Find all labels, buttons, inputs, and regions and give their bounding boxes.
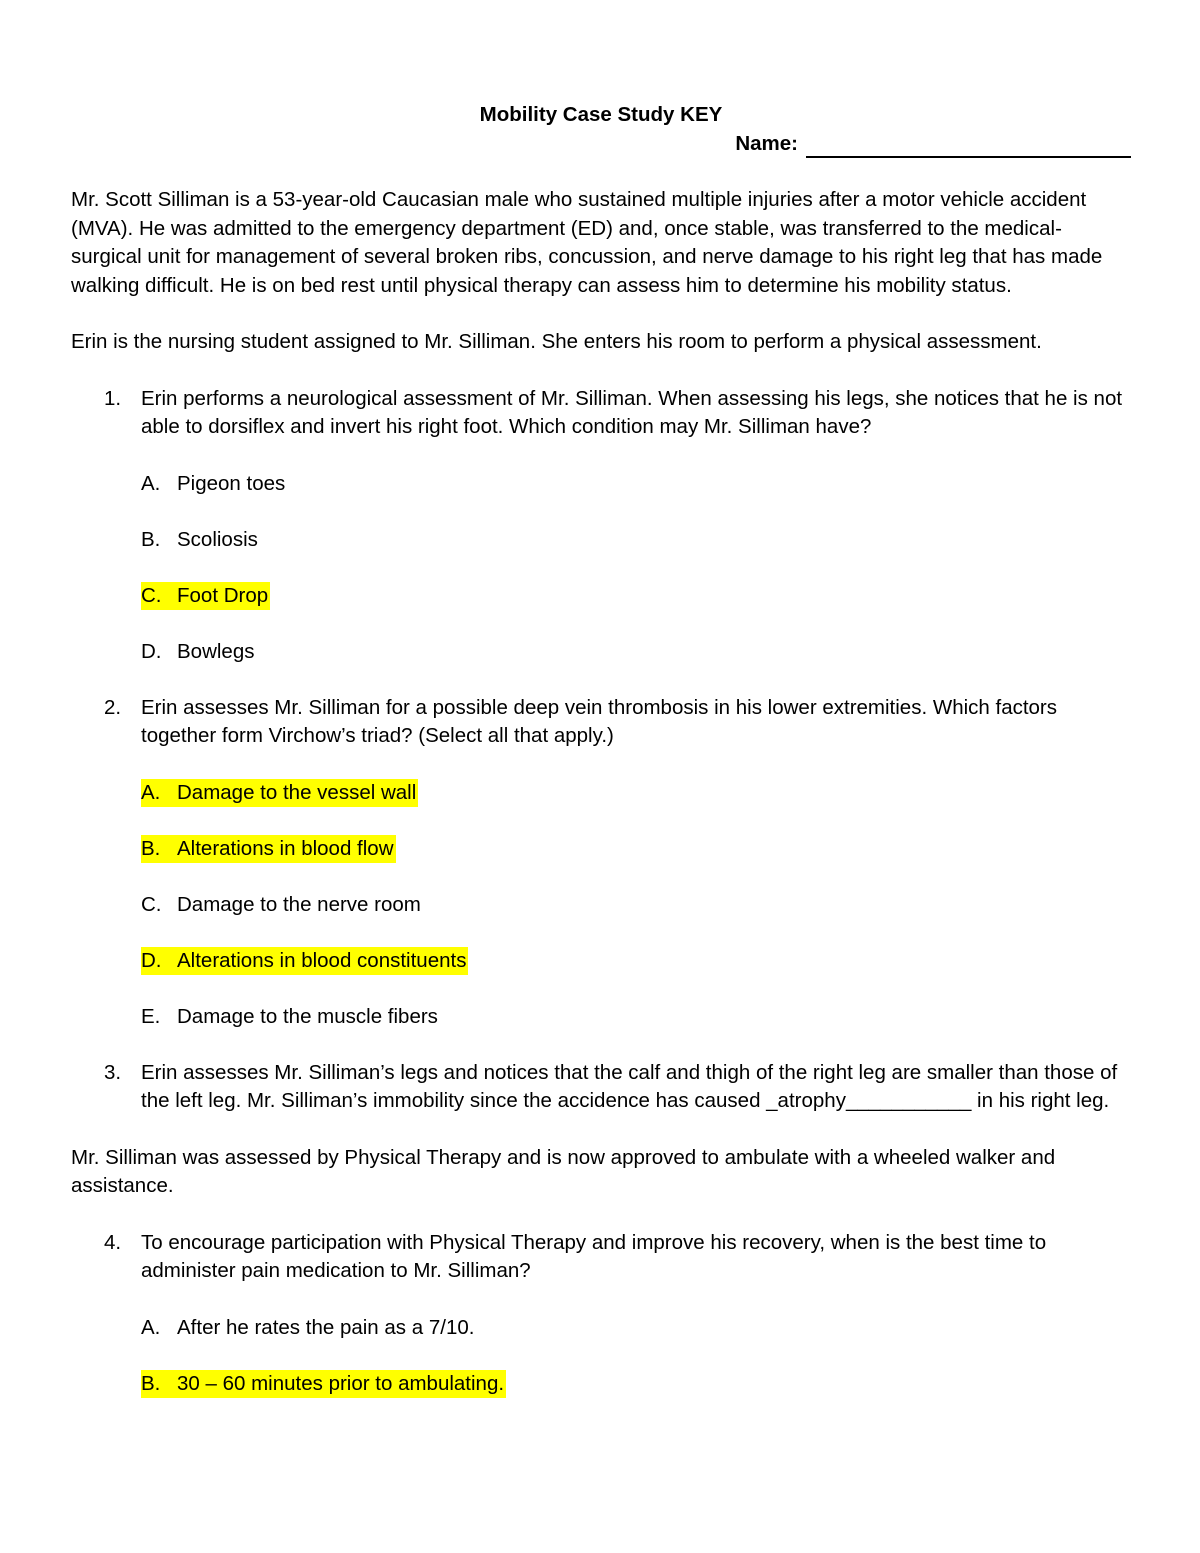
- question-4: [71, 1229, 1131, 1286]
- question-2: [71, 694, 1131, 751]
- question-number: 3.: [104, 1060, 122, 1084]
- question-text: Erin assesses Mr. Silliman for a possible deep vein thrombosis in his lower extremities. Which factors together form Virchow’s triad? (Select all that apply.): [141, 695, 1058, 747]
- option-text: Damage to the nerve room: [177, 892, 421, 916]
- name-blank-line: [806, 134, 1131, 158]
- question-text: To encourage participation with Physical Therapy and improve his recovery, when is the best time to administer pain medication to Mr. Silliman?: [141, 1230, 1047, 1282]
- option-letter: D.: [141, 948, 162, 972]
- question-4-option-b-answer: [71, 1370, 1131, 1398]
- question-1-option-a: [71, 470, 1131, 498]
- option-letter: D.: [141, 639, 162, 663]
- question-text: Erin performs a neurological assessment of Mr. Silliman. When assessing his legs, she notices that he is not able to dorsiflex and invert his right foot. Which condition may Mr. Silliman have?: [141, 386, 1123, 438]
- question-2-option-e: [71, 1003, 1131, 1031]
- question-2-option-c: [71, 891, 1131, 919]
- question-text: Erin assesses Mr. Silliman’s legs and notices that the calf and thigh of the right leg are smaller than those of the left leg. Mr. Silliman’s immobility since the accidence has caused _atrophy___________ in his right leg.: [141, 1060, 1118, 1112]
- question-2-option-a-answer: [71, 779, 1131, 807]
- option-letter: A.: [141, 780, 161, 804]
- option-text: After he rates the pain as a 7/10.: [177, 1315, 475, 1339]
- question-1: [71, 385, 1131, 442]
- question-3: [71, 1059, 1131, 1116]
- option-text: Bowlegs: [177, 639, 255, 663]
- interlude-paragraph: Mr. Silliman was assessed by Physical Therapy and is now approved to ambulate with a wheeled walker and assistance.: [71, 1145, 1056, 1197]
- name-label: Name:: [735, 132, 798, 155]
- question-number: 1.: [104, 386, 122, 410]
- option-text: Damage to the muscle fibers: [177, 1004, 438, 1028]
- name-field-row: [71, 130, 1131, 158]
- question-2-option-d-answer: [71, 947, 1131, 975]
- option-letter: E.: [141, 1004, 161, 1028]
- option-text: Pigeon toes: [177, 471, 286, 495]
- option-letter: B.: [141, 836, 161, 860]
- option-letter: C.: [141, 892, 162, 916]
- question-1-option-c-answer: [71, 582, 1131, 610]
- intro-paragraph-1: Mr. Scott Silliman is a 53-year-old Caucasian male who sustained multiple injuries after a motor vehicle accident (MVA). He was admitted to the emergency department (ED) and, once stable, was transferred to the medical-surgical unit for management of several broken ribs, concussion, and nerve damage to his right leg that has made walking difficult. He is on bed rest until physical therapy can assess him to determine his mobility status.: [71, 188, 1103, 297]
- option-letter: A.: [141, 471, 161, 495]
- option-letter: B.: [141, 527, 161, 551]
- option-text-highlighted: Foot Drop: [177, 583, 269, 607]
- question-number: 4.: [104, 1230, 122, 1254]
- document-title: Mobility Case Study KEY: [479, 103, 723, 126]
- option-text-highlighted: 30 – 60 minutes prior to ambulating.: [177, 1371, 505, 1395]
- option-text-highlighted: Alterations in blood constituents: [177, 948, 467, 972]
- option-letter: B.: [141, 1371, 161, 1395]
- question-2-option-b-answer: [71, 835, 1131, 863]
- option-text: Scoliosis: [177, 527, 258, 551]
- question-4-option-a: [71, 1314, 1131, 1342]
- document-page: [71, 100, 1131, 1398]
- question-1-option-d: [71, 638, 1131, 666]
- option-text-highlighted: Damage to the vessel wall: [177, 780, 417, 804]
- option-letter: C.: [141, 583, 162, 607]
- option-text-highlighted: Alterations in blood flow: [177, 836, 394, 860]
- question-1-option-b: [71, 526, 1131, 554]
- question-number: 2.: [104, 695, 122, 719]
- intro-paragraph-2: Erin is the nursing student assigned to Mr. Silliman. She enters his room to perform a physical assessment.: [71, 330, 1042, 353]
- option-letter: A.: [141, 1315, 161, 1339]
